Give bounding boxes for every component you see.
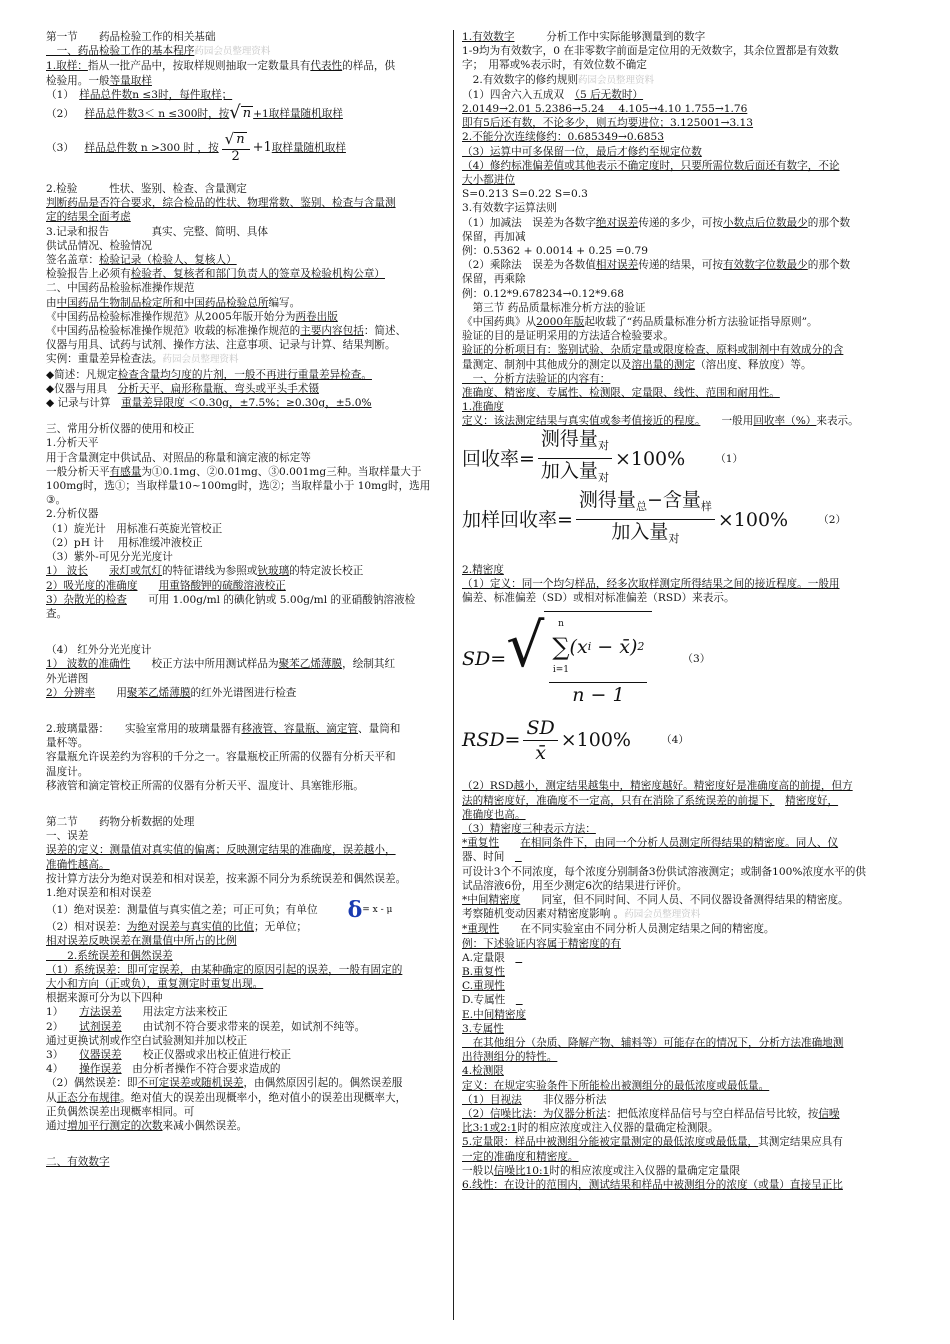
- option-item: B.重复性: [462, 965, 505, 978]
- text-line: （1）旋光计 用标准石英旋光管校正: [46, 522, 223, 535]
- text-line: 比3:1或2:1时的相应浓度或注入仪器的量确定检测限。: [462, 1122, 719, 1135]
- text-line: （1）加减法 误差为各数字绝对误差传递的多少，可按小数点后位数最少的那个数: [462, 216, 851, 229]
- text-line: 正负偶然误差出现概率相同。可: [46, 1105, 195, 1118]
- option-item: A.定量限: [462, 951, 505, 964]
- text-line: 3） 仪器误差 校正仪器或求出校正值进行校正: [46, 1048, 292, 1061]
- text-line: 保留，再加减: [462, 230, 526, 243]
- text-line: 根据来源可分为以下四种: [46, 992, 163, 1005]
- text-line: 3.有效数字运算法则: [462, 202, 557, 215]
- equation-number: （1）: [715, 452, 744, 465]
- fraction: $\frac{测得量_总-含量_样}{加入量_对}$: [576, 488, 715, 551]
- text-line: 量测定、制剂中其他成分的测定以及溶出量的测定（溶出度、释放度）等。: [462, 358, 812, 371]
- text-line: 温度计。: [46, 765, 89, 778]
- subheading: 2.系统误差和偶然误差: [46, 949, 173, 962]
- text-line: 检验用。一般等量取样: [46, 74, 152, 87]
- text-line: 即有5后还有数，不论多少，则五均要进位；3.125001→3.13: [462, 117, 754, 130]
- subheading: 2.有效数字的修约规则药园会员整理资料: [462, 73, 655, 86]
- text-line: （1）系统误差：即可定误差，由某种确定的原因引起的误差，一般有固定的: [46, 963, 403, 976]
- text-line: 1） 波数的准确性 校正方法中所用测试样品为聚苯乙烯薄膜，绘制其红: [46, 658, 396, 671]
- text-line: 偏差、标准偏差（SD）或相对标准偏差（RSD）来表示。: [462, 592, 735, 605]
- text-line: 定的结果全面考虑: [46, 211, 131, 224]
- text-line: 移液管和滴定管校正所需的仪器有分析天平、温度计、具塞锥形瓶。: [46, 779, 364, 792]
- text-line: 《中国药品检验标准操作规范》收载的标准操作规范的主要内容包括：简述、: [46, 325, 407, 338]
- text-line: （3）运算中可多保留一位，最后才修约至规定位数: [462, 145, 702, 158]
- watermark: 药园会员整理资料: [162, 354, 239, 366]
- section-heading: 第一节 药品检验工作的相关基础: [46, 31, 216, 43]
- text-line: 4.检测限: [462, 1065, 504, 1078]
- fraction: $\frac{SD}{x̄}$: [523, 716, 557, 765]
- text-line: ◆仪器与用具 分析天平、扁形称量瓶、弯头或平头手术镊: [46, 382, 319, 395]
- formula-spiked-recovery: 加样回收率= $\frac{测得量_总-含量_样}{加入量_对}$ ×100% （2）: [462, 489, 892, 551]
- subheading: 一、误差: [46, 830, 89, 843]
- text-line: （1）绝对误差：测量值与真实值之差；可正可负；有单位 δ = x - μ: [46, 897, 393, 924]
- text-line: 出待测组分的特性。: [462, 1051, 558, 1064]
- text-line: 一般以信噪比10:1时的相应浓度或注入仪器的量确定定量限: [462, 1164, 741, 1177]
- text-line: 字； 用幂或%表示时，有效位数不确定: [462, 59, 647, 72]
- text-line: 相对误差反映误差在测量值中所占的比例: [46, 935, 237, 948]
- delta-symbol: δ: [347, 897, 363, 924]
- text-line: （1）定义：同一个均匀样品，经多次取样测定所得结果之间的接近程度。一般用: [462, 577, 840, 590]
- fraction: √ n 2: [222, 132, 250, 163]
- text-line: 《中国药典》从2000年版起收载了“药品质量标准分析方法验证指导原则”。: [462, 316, 818, 329]
- text-line: 2.0149→2.01 5.2386→5.24 4.105→4.10 1.755→1.76: [462, 103, 748, 116]
- formula-recovery: 回收率= $\frac{测得量_对}{加入量_对}$ ×100% （1）: [462, 429, 892, 489]
- text-line: S=0.213 S=0.22 S=0.3: [462, 188, 588, 201]
- text-line: 实例：重量差异检查法。药园会员整理资料: [46, 353, 239, 366]
- watermark: 药园会员整理资料: [194, 46, 271, 58]
- text-line: 验证的分析项目有：鉴别试验、杂质定量或限度检查、原料或制剂中有效成分的含: [462, 344, 844, 357]
- text-line: 准确度、精密度、专属性、检测限、定量限、线性、范围和耐用性。: [462, 387, 780, 400]
- text-line: 保留，再乘除: [462, 273, 526, 286]
- subheading: 三、常用分析仪器的使用和校正: [46, 423, 195, 436]
- text-line: （2）偶然误差：即不可定误差或随机误差，由偶然原因引起的。偶然误差服: [46, 1077, 403, 1090]
- text-line: （1）四舍六入五成双 （5 后无数时）: [462, 88, 644, 101]
- text-line: 3.记录和报告 真实、完整、简明、具体: [46, 225, 268, 238]
- text-line: 定义：在规定实验条件下所能检出被测组分的最低浓度或最低量。: [462, 1079, 770, 1092]
- subheading: 二、有效数字: [46, 1156, 110, 1169]
- equation-number: （2）: [818, 513, 847, 526]
- text-line: 容量瓶允许误差约为容积的千分之一。容量瓶校正所需的仪器有分析天平和: [46, 751, 396, 764]
- text-line: 签名盖章：检验记录（检验人、复核人）: [46, 254, 237, 267]
- text-line: （3）紫外-可见分光光度计: [46, 551, 173, 564]
- text-line: 从正态分布规律。绝对值大的误差出现概率小，绝对值小的误差出现概率大，: [46, 1091, 407, 1104]
- equation-number: （3）: [682, 653, 711, 666]
- text-line: 在其他组分（杂质、降解产物、辅料等）可能存在的情况下，分析方法准确地测: [462, 1036, 844, 1049]
- text-line: （2）RSD越小，测定结果越集中，精密度越好。精密度好是准确度高的前提，但方: [462, 780, 853, 793]
- text-line: 5.定量限：样品中被测组分能被定量测定的最低浓度或最低量，其测定结果应具有: [462, 1136, 843, 1149]
- watermark: 药园会员整理资料: [624, 909, 701, 921]
- text-line: 通过更换试剂或作空白试验测知并加以校正: [46, 1034, 248, 1047]
- text-line: 考察随机变动因素对精密度影响 。药园会员整理资料: [462, 908, 701, 921]
- text-line: *中间精密度 同室，但不同时间、不同人员、不同仪器设备测得结果的精密度。: [462, 893, 849, 906]
- formula-line: （3） 样品总件数 n >300 时 ，按 √ n 2 +1 取样量随机取样: [46, 130, 346, 164]
- text-line: 1） 波长 汞灯或氘灯的特征谱线为参照或钬玻璃的特定波长校正: [46, 565, 364, 578]
- formula-line: （2） 样品总件数3＜ n ≤300时，按 √ n +1取样量随机取样: [46, 102, 343, 124]
- text-line: 一般分析天平有感量为①0.1mg、②0.01mg、③0.001mg三种。当取样量大于: [46, 465, 422, 478]
- text-line: 一定的准确度和精密度。: [462, 1150, 579, 1163]
- text-line: 仪器与用具、试药与试剂、操作方法、注意事项、记录与计算、结果判断。: [46, 339, 396, 352]
- text-line: （2）pH 计 用标准缓冲液校正: [46, 536, 203, 549]
- watermark: 药园会员整理资料: [578, 74, 655, 86]
- text-line: *重复性 在相同条件下，由同一个分析人员测定所得结果的精密度。同人、仪: [462, 837, 839, 850]
- fraction: n ∑ i=1 (x i − x̄) 2 n − 1: [549, 612, 647, 707]
- text-line: *重现性 在不同实验室由不同分析人员测定结果之间的精密度。: [462, 923, 775, 936]
- text-line: 误差的定义：测量值对真实值的偏离；反映测定结果的准确度，误差越小，: [46, 844, 396, 857]
- formula-sd: SD= √ n ∑ i=1 (x i − x̄) 2 n − 1 （3）: [462, 611, 711, 707]
- section-heading: 第三节 药品质量标准分析方法的验证: [462, 301, 646, 314]
- text-line: 判断药品是否符合要求，综合检品的性状、物理常数、鉴别、检查与含量测: [46, 197, 396, 210]
- text-line: ◆ 记录与计算 重量差异限度 ＜0.30g，±7.5%；≥0.30g，±5.0%: [46, 397, 372, 410]
- text-line: 大小和方向（正或负），重复测定时重复出现。: [46, 977, 264, 990]
- text-line: 按计算方法分为绝对误差和相对误差，按来源不同分为系统误差和偶然误差。: [46, 872, 407, 885]
- text-line: 2.分析仪器: [46, 508, 99, 521]
- text-line: 1.有效数字 分析工作中实际能够测量到的数字: [462, 31, 706, 43]
- text-line: 量杯等。: [46, 737, 89, 750]
- text-line: 《中国药品检验标准操作规范》从2005年版开始分为两卷出版: [46, 310, 338, 323]
- text-line: 可设计3个不同浓度，每个浓度分别制备3份供试溶液测定；或制备100%浓度水平的供: [462, 865, 866, 878]
- text-line: 例：0.12*9.678234→0.12*9.68: [462, 287, 624, 300]
- text-line: 2）吸光度的准确度 用重铬酸钾的硫酸溶液校正: [46, 579, 286, 592]
- left-column: [46, 30, 444, 1169]
- option-item: E.中间精密度: [462, 1008, 527, 1021]
- subheading: 一、分析方法验证的内容有：: [462, 372, 611, 385]
- text-line: （1） 样品总件数n ≤3时，每件取样；: [46, 88, 233, 101]
- text-line: 1） 方法误差 用法定方法来校正: [46, 1006, 228, 1019]
- text-line: 2.玻璃量器： 实验室常用的玻璃量器有移液管、容量瓶、滴定管、量筒和: [46, 722, 401, 735]
- subheading: 二、中国药品检验标准操作规范: [46, 282, 195, 295]
- text-line: 2.不能分次连续修约：0.685349→0.6853: [462, 131, 664, 144]
- text-line: （4） 红外分光光度计: [46, 644, 152, 657]
- text-line: 例：下述验证内容属于精密度的有: [462, 937, 621, 950]
- text-line: 用于含量测定中供试品、对照品的称量和滴定液的标定等: [46, 451, 311, 464]
- text-line: 准确性越高。: [46, 858, 110, 871]
- text-line: 器、时间: [462, 851, 505, 864]
- formula-rsd: RSD= $\frac{SD}{x̄}$ ×100% （4）: [462, 716, 689, 764]
- text-line: 6.线性：在设计的范围内，测试结果和样品中被测组分的浓度（或量）直接呈正比: [462, 1178, 843, 1191]
- option-item: C.重现性: [462, 980, 505, 993]
- text-line: 检验报告上必须有检验者、复核者和部门负责人的签章及检验机构公章）: [46, 268, 385, 281]
- text-line: 由中国药品生物制品检定所和中国药品检验总所编写。: [46, 296, 301, 309]
- text-line: 1.分析天平: [46, 437, 99, 450]
- option-item: D.专属性: [462, 994, 506, 1007]
- text-line: 2） 试剂误差 由试剂不符合要求带来的误差，如试剂不纯等。: [46, 1020, 366, 1033]
- text-line: 外光谱图: [46, 672, 89, 685]
- text-line: 3.专属性: [462, 1022, 504, 1035]
- text-line: 2.精密度: [462, 563, 504, 576]
- text-line: 4） 操作误差 由分析者操作不符合要求造成的: [46, 1063, 281, 1076]
- text-line: 验证的目的是证明采用的方法适合检验要求。: [462, 330, 674, 343]
- text-line: 法的精密度好，准确度不一定高，只有在消除了系统误差的前提下， 精密度好，: [462, 794, 839, 807]
- text-line: 1.绝对误差和相对误差: [46, 886, 152, 899]
- text-line: （4）修约标准偏差值或其他表示不确定度时，只要所需位数后面还有数字，不论: [462, 159, 840, 172]
- text-line: 供试品情况、检验情况: [46, 239, 152, 252]
- fraction: $\frac{测得量_对}{加入量_对}$: [538, 427, 612, 490]
- text-line: 准确度也高。: [462, 808, 526, 821]
- text-line: （2）乘除法 误差为各数值相对误差传递的结果，可按有效数字位数最少的那个数: [462, 259, 851, 272]
- text-line: 通过增加平行测定的次数来减小偶然误差。: [46, 1120, 248, 1132]
- text-line: 定义：该法测定结果与真实值或参考值接近的程度。 一般用回收率（%）来表示。: [462, 415, 859, 428]
- text-line: 1.准确度: [462, 401, 504, 414]
- text-line: （1）目视法 非仪器分析法: [462, 1093, 607, 1106]
- text-line: 1-9均为有效数字，0 在非零数字前面是定位用的无效数字，其余位置都是有效数: [462, 45, 839, 58]
- sqrt-symbol: √ n: [229, 102, 252, 124]
- text-line: ◆简述：凡规定检查含量均匀度的片剂，一般不再进行重量差异检查。: [46, 368, 372, 381]
- text-line: （3）精密度三种表示方法：: [462, 822, 596, 835]
- text-line: （2）相对误差：为绝对误差与真实值的比值；无单位；: [46, 921, 307, 934]
- text-line: 大小都进位: [462, 174, 515, 187]
- text-line: 3）杂散光的检查 可用 1.00g/ml 的碘化钠或 5.00g/ml 的亚硝酸钠溶液检: [46, 593, 416, 606]
- subheading: 一、药品检验工作的基本程序药园会员整理资料: [46, 45, 271, 58]
- right-column: [462, 30, 892, 1192]
- text-line: 2）分辨率 用聚苯乙烯薄膜的红外光谱图进行检查: [46, 686, 297, 699]
- section-heading: 第二节 药物分析数据的处理: [46, 815, 195, 828]
- text-line: 100mg时，选①；当取样量10~100mg时，选②；当取样量小于 10mg时，选用: [46, 480, 431, 493]
- text-line: 1.取样：指从一批产品中，按取样规则抽取一定数量具有代表性的样品，供: [46, 60, 396, 73]
- sqrt-symbol: √ n ∑ i=1 (x i − x̄) 2 n − 1: [506, 611, 652, 707]
- text-line: 例：0.5362 + 0.0014 + 0.25 =0.79: [462, 245, 648, 258]
- text-line: （2）信噪比法：为仪器分析法：把低浓度样品信号与空白样品信号比较，按信噪: [462, 1107, 840, 1120]
- text-line: 查。: [46, 607, 68, 620]
- text-line: 2.检验 性状、鉴别、检查、含量测定: [46, 183, 247, 196]
- equation-number: （4）: [660, 734, 689, 747]
- column-divider: [453, 30, 454, 1320]
- text-line: 试品溶液6份，用至少测定6次的结果进行评价。: [462, 879, 688, 892]
- text-line: ③。: [46, 494, 67, 507]
